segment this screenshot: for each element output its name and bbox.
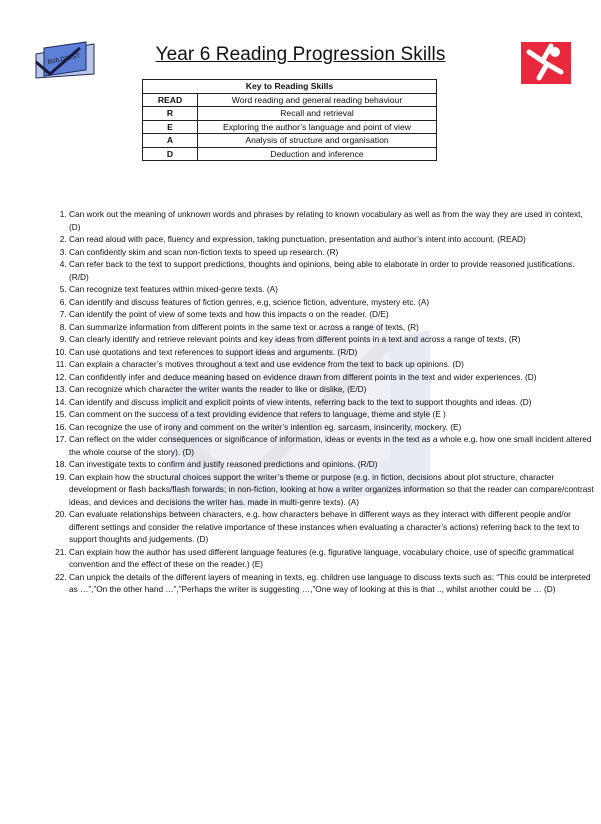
skill-item: 12. Can confidently infer and deduce meaning based on evidence drawn from different points in the text and wider experiences. (D): [69, 371, 595, 384]
skills-list: [48, 208, 595, 596]
skill-item: 2. Can read aloud with pace, fluency and expression, taking punctuation, presentation and author’s intent into account. (READ): [69, 233, 595, 246]
key-description: Exploring the author’s language and point of view: [198, 120, 437, 134]
skill-item: 11. Can explain a character’s motives throughout a text and use evidence from the text to back up opinions. (D): [69, 358, 595, 371]
skill-item: 14. Can identify and discuss implicit and explicit points of view intents, referring back to the text to support thoughts and ideas. (D): [69, 396, 595, 409]
skill-item: 5. Can recognize text features within mixed-genre texts. (A): [69, 283, 595, 296]
key-description: Recall and retrieval: [198, 107, 437, 121]
key-code: D: [143, 147, 198, 161]
key-code: R: [143, 107, 198, 121]
skill-item: 4. Can refer back to the text to support predictions, thoughts and opinions, being able to elaborate in order to provide reasoned justifications. (R/D): [69, 258, 595, 283]
logo-text: BUILDTEST: [47, 53, 81, 66]
skill-item: 22. Can unpick the details of the different layers of meaning in texts, eg. children use language to discuss texts such as: “This could be interpreted as …”,”On the other hand …”,”Perhaps the writer is suggesting …,”One way of looking at this is that .., whilst another could be … (D): [69, 571, 595, 596]
key-code: A: [143, 134, 198, 148]
skill-item: 13. Can recognize which character the writer wants the reader to like or dislike, (E/D): [69, 383, 595, 396]
skill-item: 15. Can comment on the success of a text providing evidence that refers to language, theme and style (E ): [69, 408, 595, 421]
skill-item: 20. Can evaluate relationships between characters, e.g. how characters behave in different ways as they interact with different people and/or different settings and consider the relative importance of these instances when evaluating a character’s actions) referring back to the text to support thoughts and judgements. (D): [69, 508, 595, 546]
skill-item: 1. Can work out the meaning of unknown words and phrases by relating to known vocabulary as well as from the way they are used in context, (D): [69, 208, 595, 233]
skill-item: 17. Can reflect on the wider consequences or significance of information, ideas or events in the text as a whole e.g. how one small incident altered the whole course of the story). (D): [69, 433, 595, 458]
skill-item: 9. Can clearly identify and retrieve relevant points and key ideas from different points in a text and across a range of texts, (R): [69, 333, 595, 346]
key-row: [143, 147, 437, 161]
skill-item: 21. Can explain how the author has used different language features (e.g. figurative language, vocabulary choice, use of specific grammatical convention and the effect of these on the reader.) (E): [69, 546, 595, 571]
skill-item: 16. Can recognize the use of irony and comment on the writer’s intention eg. sarcasm, insincerity, mockery. (E): [69, 421, 595, 434]
key-row: [143, 134, 437, 148]
key-row: [143, 120, 437, 134]
key-code: E: [143, 120, 198, 134]
skill-item: 8. Can summarize information from different points in the same text or across a range of texts, (R): [69, 321, 595, 334]
reading-skills-key-table: [142, 79, 437, 161]
skill-item: 7. Can identify the point of view of some texts and how this impacts o on the reader. (D/E): [69, 308, 595, 321]
key-row: [143, 107, 437, 121]
skill-item: 10. Can use quotations and text references to support ideas and arguments. (R/D): [69, 346, 595, 359]
key-row: [143, 93, 437, 107]
skill-item: 18. Can investigate texts to confirm and justify reasoned predictions and opinions. (R/D): [69, 458, 595, 471]
skill-item: 3. Can confidently skim and scan non-fiction texts to speed up research. (R): [69, 246, 595, 259]
key-code: READ: [143, 93, 198, 107]
page-title: Year 6 Reading Progression Skills: [155, 44, 446, 65]
skill-item: 19. Can explain how the structural choices support the writer’s theme or purpose (e.g. in fiction, decisions about plot structure, character development or flash backs/flash forwards; in non-fiction, looking at how a writer organizes information so that the reader can compare/contrast ideas, and devices and decisions the writer has. made in multi-genre texts). (A): [69, 471, 595, 509]
key-table-heading: Key to Reading Skills: [143, 80, 437, 94]
key-description: Analysis of structure and organisation: [198, 134, 437, 148]
skill-item: 6. Can identify and discuss features of fiction genres, e.g, science fiction, adventure, mystery etc. (A): [69, 296, 595, 309]
key-description: Word reading and general reading behaviour: [198, 93, 437, 107]
key-description: Deduction and inference: [198, 147, 437, 161]
